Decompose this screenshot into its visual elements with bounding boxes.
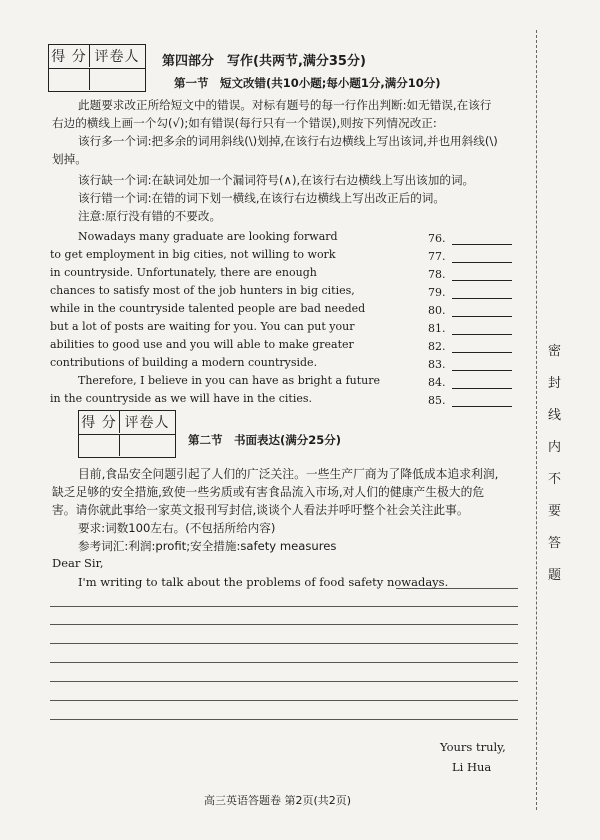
vocabulary: 参考词汇:利润:profit;安全措施:safety measures — [78, 539, 337, 553]
answer-number: 85. — [428, 394, 446, 407]
instruction-line: 划掉。 — [52, 152, 87, 166]
instruction-line: 该行错一个词:在错的词下划一横线,在该行右边横线上写出改正后的词。 — [78, 191, 446, 205]
answer-blank[interactable] — [452, 358, 512, 371]
seal-line — [536, 30, 537, 810]
instruction-line: 右边的横线上画一个勾(√);如有错误(每行只有一个错误),则按下列情况改正: — [52, 116, 437, 130]
seal-char: 内 — [548, 440, 562, 455]
passage-line: but a lot of posts are waiting for you. You can put your — [50, 320, 355, 333]
closing: Yours truly, — [440, 740, 506, 754]
answer-number: 84. — [428, 376, 446, 389]
answer-row[interactable] — [428, 358, 512, 371]
score-label: 得 分 — [79, 411, 120, 433]
answer-row[interactable] — [428, 286, 512, 299]
passage-line: Therefore, I believe in you can have as bright a future — [78, 374, 381, 387]
writing-line[interactable] — [50, 662, 518, 663]
seal-char: 不 — [548, 472, 562, 487]
page-footer: 高三英语答题卷 第2页(共2页) — [204, 794, 352, 807]
writing-line[interactable] — [50, 700, 518, 701]
answer-row[interactable] — [428, 322, 512, 335]
greeting: Dear Sir, — [52, 556, 104, 570]
section2-title: 第二节 书面表达(满分25分) — [188, 433, 342, 447]
score-field[interactable] — [79, 435, 120, 456]
part4-title: 第四部分 写作(共两节,满分35分) — [162, 54, 366, 69]
grader-field[interactable] — [90, 69, 144, 91]
writing-line[interactable] — [50, 681, 518, 682]
seal-char: 封 — [548, 376, 562, 391]
writing-line[interactable] — [50, 624, 518, 625]
answer-row[interactable] — [428, 394, 512, 407]
answer-blank[interactable] — [452, 322, 512, 335]
answer-blank[interactable] — [452, 268, 512, 281]
passage-line: while in the countryside talented people are bad needed — [50, 302, 366, 315]
answer-blank[interactable] — [452, 232, 512, 245]
grader-field[interactable] — [120, 435, 174, 457]
answer-number: 76. — [428, 232, 446, 245]
answer-blank[interactable] — [452, 376, 512, 389]
passage-line: Nowadays many graduate are looking forward — [78, 230, 338, 243]
answer-row[interactable] — [428, 376, 512, 389]
answer-row[interactable] — [428, 232, 512, 245]
opening-sentence: I'm writing to talk about the problems of food safety nowadays. — [78, 575, 449, 589]
answer-number: 77. — [428, 250, 446, 263]
seal-char: 线 — [548, 408, 562, 423]
passage-line: abilities to good use and you will able to make greater — [50, 338, 354, 351]
passage-line: in countryside. Unfortunately, there are enough — [50, 266, 317, 279]
seal-char: 题 — [548, 568, 562, 583]
score-field[interactable] — [49, 69, 90, 90]
writing-line[interactable] — [50, 719, 518, 720]
answer-blank[interactable] — [452, 250, 512, 263]
prompt-line: 缺乏足够的安全措施,致使一些劣质或有害食品流入市场,对人们的健康产生极大的危 — [52, 485, 485, 499]
score-label: 得 分 — [49, 45, 90, 67]
grader-label: 评卷人 — [124, 415, 170, 431]
instruction-line: 该行多一个词:把多余的词用斜线(\)划掉,在该行右边横线上写出该词,并也用斜线(\) — [78, 134, 498, 148]
opening-line-blank[interactable] — [396, 588, 518, 589]
requirement: 要求:词数100左右。(不包括所给内容) — [78, 521, 276, 535]
answer-row[interactable] — [428, 304, 512, 317]
passage-line: to get employment in big cities, not willing to work — [50, 248, 336, 261]
answer-number: 79. — [428, 286, 446, 299]
answer-blank[interactable] — [452, 394, 512, 407]
seal-char: 要 — [548, 504, 562, 519]
answer-blank[interactable] — [452, 304, 512, 317]
answer-row[interactable] — [428, 268, 512, 281]
instruction-line: 注意:原行没有错的不要改。 — [78, 209, 222, 223]
prompt-line: 目前,食品安全问题引起了人们的广泛关注。一些生产厂商为了降低成本追求利润, — [78, 467, 499, 481]
answer-number: 81. — [428, 322, 446, 335]
passage-line: chances to satisfy most of the job hunters in big cities, — [50, 284, 355, 297]
answer-row[interactable] — [428, 340, 512, 353]
section1-title: 第一节 短文改错(共10小题;每小题1分,满分10分) — [174, 76, 441, 90]
writing-line[interactable] — [50, 606, 518, 607]
answer-number: 80. — [428, 304, 446, 317]
writing-line[interactable] — [50, 643, 518, 644]
seal-char: 密 — [548, 344, 562, 359]
answer-row[interactable] — [428, 250, 512, 263]
prompt-line: 害。请你就此事给一家英文报刊写封信,谈谈个人看法并呼吁整个社会关注此事。 — [52, 503, 469, 517]
answer-number: 78. — [428, 268, 446, 281]
instruction-line: 此题要求改正所给短文中的错误。对标有题号的每一行作出判断:如无错误,在该行 — [78, 98, 492, 112]
signature: Li Hua — [452, 760, 492, 774]
score-box-section2 — [78, 410, 176, 458]
seal-char: 答 — [548, 536, 562, 551]
passage-line: in the countryside as we will have in the cities. — [50, 392, 312, 405]
instruction-line: 该行缺一个词:在缺词处加一个漏词符号(∧),在该行右边横线上写出该加的词。 — [78, 173, 475, 187]
passage-line: contributions of building a modern countryside. — [50, 356, 318, 369]
answer-blank[interactable] — [452, 340, 512, 353]
answer-number: 83. — [428, 358, 446, 371]
answer-blank[interactable] — [452, 286, 512, 299]
answer-number: 82. — [428, 340, 446, 353]
grader-label: 评卷人 — [94, 49, 140, 65]
score-box-part4 — [48, 44, 146, 92]
